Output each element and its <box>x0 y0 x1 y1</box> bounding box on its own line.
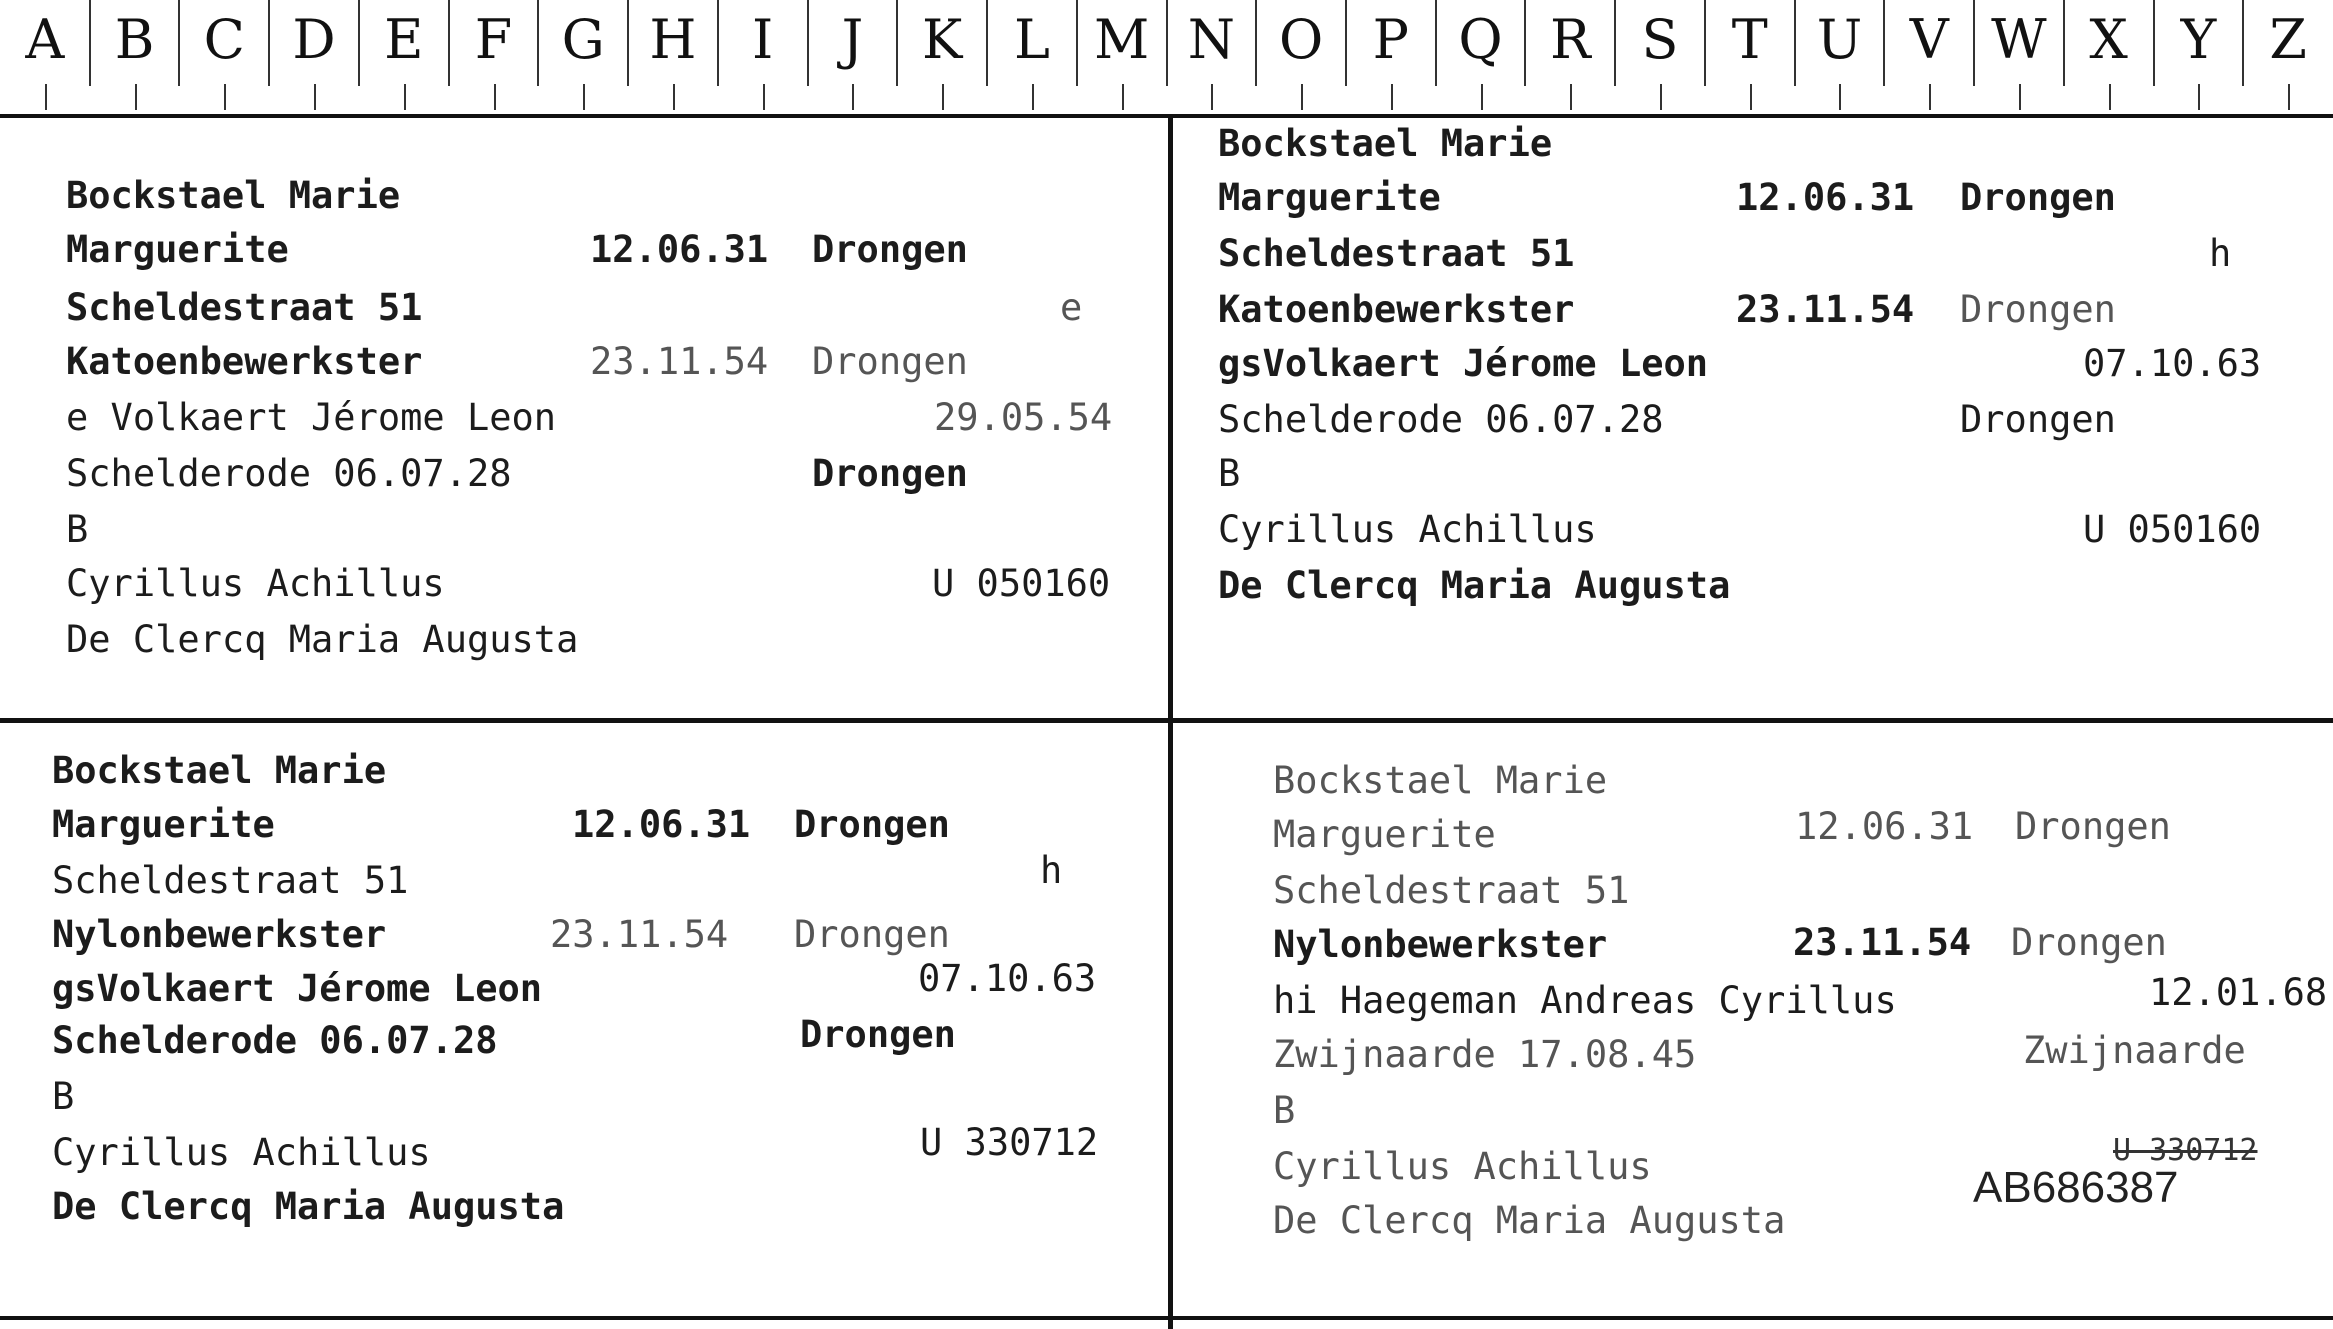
card-street: Scheldestraat 51 <box>1273 869 1630 912</box>
index-letter-u <box>1795 0 1885 110</box>
index-letter-label: R <box>1549 8 1591 71</box>
card-date2: 23.11.54 <box>590 340 769 383</box>
index-tick <box>2109 84 2111 110</box>
index-tick <box>942 84 944 110</box>
index-letter-m <box>1077 0 1167 110</box>
card-place2: Drongen <box>2011 921 2167 964</box>
index-tick <box>1301 84 1303 110</box>
index-tick <box>583 84 585 110</box>
card-name: Bockstael Marie <box>66 174 401 217</box>
index-letter-y <box>2154 0 2244 110</box>
card-father: Cyrillus Achillus <box>66 562 445 605</box>
card-birth-place: Drongen <box>794 803 950 846</box>
index-separator <box>1435 0 1437 86</box>
index-letter-label: K <box>921 8 963 71</box>
card-mother: De Clercq Maria Augusta <box>1218 564 1731 607</box>
card-birth-date: 12.06.31 <box>1795 805 1974 848</box>
card-spouse: gsVolkaert Jérome Leon <box>52 967 543 1010</box>
index-tick <box>1839 84 1841 110</box>
card-spouse-place: Drongen <box>812 452 968 495</box>
index-letter-i <box>718 0 808 110</box>
card-place2: Drongen <box>812 340 968 383</box>
index-letter-label: Y <box>2180 8 2217 71</box>
index-tick <box>673 84 675 110</box>
index-letter-q <box>1436 0 1526 110</box>
index-tick <box>1750 84 1752 110</box>
index-separator <box>807 0 809 86</box>
index-letter-label: Q <box>1458 8 1503 71</box>
index-letter-label: H <box>649 8 697 71</box>
card-spouse-date: 29.05.54 <box>934 396 1113 439</box>
index-separator <box>537 0 539 86</box>
index-letter-label: S <box>1641 8 1679 71</box>
index-separator <box>986 0 988 86</box>
card-place2: Drongen <box>794 913 950 956</box>
index-tick <box>1032 84 1034 110</box>
index-separator <box>1076 0 1078 86</box>
index-letter-label: F <box>474 8 513 71</box>
card-number: U 050160 <box>932 562 1111 605</box>
index-separator <box>896 0 898 86</box>
card-date2: 23.11.54 <box>1793 921 1972 964</box>
index-letter-a <box>0 0 90 110</box>
card-occupation: Katoenbewerkster <box>1218 288 1575 331</box>
index-letter-label: N <box>1187 8 1235 71</box>
index-tick <box>1570 84 1572 110</box>
index-letter-d <box>269 0 359 110</box>
index-letter-label: I <box>752 8 774 71</box>
index-letter-label: O <box>1278 8 1324 71</box>
index-tick <box>1211 84 1213 110</box>
card-letter: B <box>1273 1089 1296 1132</box>
index-separator <box>1973 0 1975 86</box>
index-separator <box>448 0 450 86</box>
index-tick <box>2288 84 2290 110</box>
index-tick <box>135 84 137 110</box>
card-spouse-line2: Zwijnaarde 17.08.45 <box>1273 1033 1697 1076</box>
index-separator <box>1704 0 1706 86</box>
index-separator <box>1524 0 1526 86</box>
card-spouse-date: 07.10.63 <box>918 957 1097 1000</box>
card-birth-date: 12.06.31 <box>590 228 769 271</box>
card-code: e <box>1060 286 1083 329</box>
card-spouse-place: Zwijnaarde <box>2023 1029 2246 1072</box>
index-tick <box>852 84 854 110</box>
card-occupation: Nylonbewerkster <box>1273 923 1608 966</box>
card-name: Bockstael Marie <box>1218 122 1553 165</box>
index-separator <box>627 0 629 86</box>
index-letter-v <box>1884 0 1974 110</box>
card-letter: B <box>52 1075 75 1118</box>
index-letter-n <box>1167 0 1257 110</box>
index-tick <box>1929 84 1931 110</box>
index-separator <box>268 0 270 86</box>
index-letter-x <box>2064 0 2154 110</box>
index-letter-e <box>359 0 449 110</box>
bottom-divider-right <box>1173 1316 2333 1320</box>
card-place2: Drongen <box>1960 288 2116 331</box>
card-spouse: gsVolkaert Jérome Leon <box>1218 342 1709 385</box>
index-letter-label: T <box>1731 8 1768 71</box>
card-birth-place: Drongen <box>1960 176 2116 219</box>
index-tick <box>224 84 226 110</box>
index-separator <box>178 0 180 86</box>
index-tick <box>314 84 316 110</box>
index-letter-k <box>897 0 987 110</box>
card-birth-date: 12.06.31 <box>1736 176 1915 219</box>
index-tick <box>2019 84 2021 110</box>
index-tick <box>494 84 496 110</box>
index-letter-label: M <box>1093 8 1150 71</box>
index-letter-label: P <box>1372 8 1409 71</box>
card-father: Cyrillus Achillus <box>1218 508 1597 551</box>
card-street: Scheldestraat 51 <box>52 859 409 902</box>
index-letter-label: X <box>2089 8 2128 71</box>
index-separator <box>2063 0 2065 86</box>
card-name: Bockstael Marie <box>52 749 387 792</box>
card-spouse: hi Haegeman Andreas Cyrillus <box>1273 979 1897 1022</box>
index-separator <box>1614 0 1616 86</box>
card-mother: De Clercq Maria Augusta <box>52 1185 565 1228</box>
record-card-top-right <box>1173 118 2333 718</box>
card-spouse-line2: Schelderode 06.07.28 <box>66 452 512 495</box>
index-letter-f <box>449 0 539 110</box>
index-letter-c <box>179 0 269 110</box>
card-father: Cyrillus Achillus <box>52 1131 431 1174</box>
index-letter-h <box>628 0 718 110</box>
index-separator <box>2153 0 2155 86</box>
card-occupation: Katoenbewerkster <box>66 340 423 383</box>
card-father: Cyrillus Achillus <box>1273 1145 1652 1188</box>
index-letter-label: Z <box>2269 8 2307 71</box>
card-street: Scheldestraat 51 <box>66 286 423 329</box>
index-letter-label: D <box>292 8 336 71</box>
index-separator <box>358 0 360 86</box>
card-name: Bockstael Marie <box>1273 759 1608 802</box>
index-letter-g <box>538 0 628 110</box>
index-separator <box>1794 0 1796 86</box>
card-date2: 23.11.54 <box>1736 288 1915 331</box>
card-number: U 050160 <box>2083 508 2262 551</box>
record-card-bottom-left <box>0 723 1168 1316</box>
card-birth-place: Drongen <box>2015 805 2171 848</box>
card-birth-place: Drongen <box>812 228 968 271</box>
index-tick <box>45 84 47 110</box>
index-letter-label: C <box>203 8 245 71</box>
card-firstname: Marguerite <box>66 228 289 271</box>
index-letter-label: L <box>1013 8 1050 71</box>
card-birth-date: 12.06.31 <box>572 803 751 846</box>
index-letter-label: J <box>841 8 864 71</box>
index-tick <box>1660 84 1662 110</box>
card-number: U 330712 <box>920 1121 1099 1164</box>
card-number: AB686387 <box>1973 1163 2179 1212</box>
card-firstname: Marguerite <box>1273 813 1496 856</box>
index-letter-p <box>1346 0 1436 110</box>
alphabet-index-bar <box>0 0 2333 116</box>
card-spouse: e Volkaert Jérome Leon <box>66 396 557 439</box>
index-letter-r <box>1525 0 1615 110</box>
index-letter-o <box>1256 0 1346 110</box>
card-spouse-line2: Schelderode 06.07.28 <box>1218 398 1664 441</box>
index-letter-s <box>1615 0 1705 110</box>
index-letter-j <box>808 0 898 110</box>
index-separator <box>1883 0 1885 86</box>
index-separator <box>89 0 91 86</box>
index-letter-b <box>90 0 180 110</box>
card-mother: De Clercq Maria Augusta <box>1273 1199 1786 1242</box>
card-spouse-date: 12.01.68 <box>2149 971 2328 1014</box>
card-letter: B <box>66 508 89 551</box>
card-spouse-place: Drongen <box>800 1013 956 1056</box>
card-spouse-line2: Schelderode 06.07.28 <box>52 1019 498 1062</box>
index-separator <box>2242 0 2244 86</box>
card-mother: De Clercq Maria Augusta <box>66 618 579 661</box>
index-letter-l <box>987 0 1077 110</box>
index-letter-t <box>1705 0 1795 110</box>
index-tick <box>763 84 765 110</box>
card-spouse-place: Drongen <box>1960 398 2116 441</box>
index-separator <box>1166 0 1168 86</box>
index-tick <box>1391 84 1393 110</box>
index-letter-w <box>1974 0 2064 110</box>
index-tick <box>2198 84 2200 110</box>
card-letter: B <box>1218 452 1241 495</box>
index-letter-label: A <box>25 8 65 71</box>
index-tick <box>1481 84 1483 110</box>
card-code: h <box>2209 232 2232 275</box>
record-card-top-left <box>0 118 1168 718</box>
card-firstname: Marguerite <box>1218 176 1441 219</box>
index-letter-label: G <box>561 8 605 71</box>
index-letter-label: V <box>1909 8 1949 71</box>
card-spouse-date: 07.10.63 <box>2083 342 2262 385</box>
index-letter-z <box>2243 0 2333 110</box>
index-letter-label: B <box>114 8 155 71</box>
record-card-bottom-right <box>1173 723 2333 1316</box>
index-separator <box>717 0 719 86</box>
index-separator <box>1345 0 1347 86</box>
index-tick <box>1122 84 1124 110</box>
bottom-divider-left <box>0 1316 1168 1320</box>
card-street: Scheldestraat 51 <box>1218 232 1575 275</box>
card-old-number: U 330712 <box>2113 1133 2258 1168</box>
card-occupation: Nylonbewerkster <box>52 913 387 956</box>
index-tick <box>404 84 406 110</box>
card-code: h <box>1040 849 1063 892</box>
index-separator <box>1255 0 1257 86</box>
index-letter-label: W <box>1991 8 2047 71</box>
card-firstname: Marguerite <box>52 803 275 846</box>
index-letter-label: E <box>384 8 424 71</box>
card-date2: 23.11.54 <box>550 913 729 956</box>
index-letter-label: U <box>1816 8 1863 71</box>
